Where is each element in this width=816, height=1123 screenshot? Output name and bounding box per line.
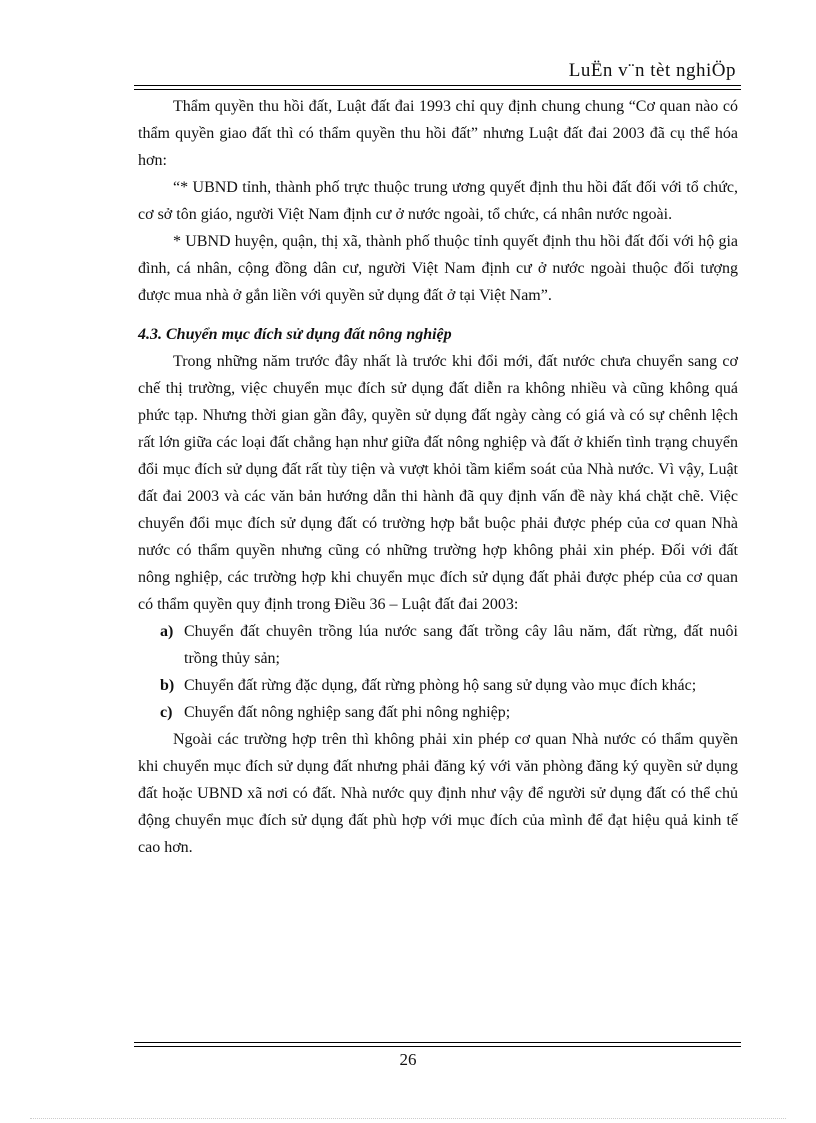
list-item [138,699,738,726]
list-marker: a) [160,623,174,640]
footer-rule [134,1042,741,1047]
page-body [138,93,738,861]
paragraph: Thẩm quyền thu hồi đất, Luật đất đai 1993 chỉ quy định chung chung “Cơ quan nào có thẩm quyền giao đất thì có thẩm quyền thu hồi đất” nhưng Luật đất đai 2003 đã cụ thể hóa hơn: [138,98,738,169]
paragraph: * UBND huyện, quận, thị xã, thành phố thuộc tỉnh quyết định thu hồi đất đối với hộ gia đình, cá nhân, cộng đồng dân cư, người Việt Nam định cư ở nước ngoài thuộc đối tượng được mua nhà ở gắn liền với quyền sử dụng đất ở tại Việt Nam”. [138,233,738,304]
header-rule [134,85,741,90]
list-marker: b) [160,677,175,694]
list-marker: c) [160,704,173,721]
page-edge-divider [30,1118,786,1119]
list-item [138,672,738,699]
paragraph: Ngoài các trường hợp trên thì không phải xin phép cơ quan Nhà nước có thẩm quyền khi chuyển mục đích sử dụng đất nhưng phải đăng ký với văn phòng đăng ký quyền sử dụng đất hoặc UBND xã nơi có đất. Nhà nước quy định như vậy để người sử dụng đất có thể chủ động chuyển mục đích sử dụng đất phù hợp với mục đích của mình để đạt hiệu quả kinh tế cao hơn. [138,731,738,856]
list-text: Chuyển đất rừng đặc dụng, đất rừng phòng hộ sang sử dụng vào mục đích khác; [184,677,697,694]
page-number: 26 [399,1050,417,1069]
running-header: LuËn v¨n tèt nghiÖp [568,60,736,81]
list-text: Chuyển đất chuyên trồng lúa nước sang đất trồng cây lâu năm, đất rừng, đất nuôi trồng thủy sản; [184,623,738,667]
section-heading: 4.3. Chuyển mục đích sử dụng đất nông nghiệp [138,326,452,343]
paragraph: “* UBND tỉnh, thành phố trực thuộc trung ương quyết định thu hồi đất đối với tổ chức, cơ sở tôn giáo, người Việt Nam định cư ở nước ngoài, tổ chức, cá nhân nước ngoài. [138,179,738,223]
list-item [138,618,738,672]
list-text: Chuyển đất nông nghiệp sang đất phi nông nghiệp; [184,704,511,721]
paragraph: Trong những năm trước đây nhất là trước khi đổi mới, đất nước chưa chuyển sang cơ chế thị trường, việc chuyển mục đích sử dụng đất diễn ra không nhiều và cũng không quá phức tạp. Nhưng thời gian gần đây, quyền sử dụng đất ngày càng có giá và có sự chênh lệch rất lớn giữa các loại đất chẳng hạn như giữa đất nông nghiệp và đất ở khiến tình trạng chuyển đổi mục đích sử dụng đất rất tùy tiện và vượt khỏi tầm kiểm soát của Nhà nước. Vì vậy, Luật đất đai 2003 và các văn bản hướng dẫn thi hành đã quy định vấn đề này khá chặt chẽ. Việc chuyển đổi mục đích sử dụng đất có trường hợp bắt buộc phải được phép của cơ quan Nhà nước có thẩm quyền nhưng cũng có những trường hợp không phải xin phép. Đối với đất nông nghiệp, các trường hợp khi chuyển mục đích sử dụng đất phải được phép của cơ quan có thẩm quyền quy định trong Điều 36 – Luật đất đai 2003: [138,353,738,613]
